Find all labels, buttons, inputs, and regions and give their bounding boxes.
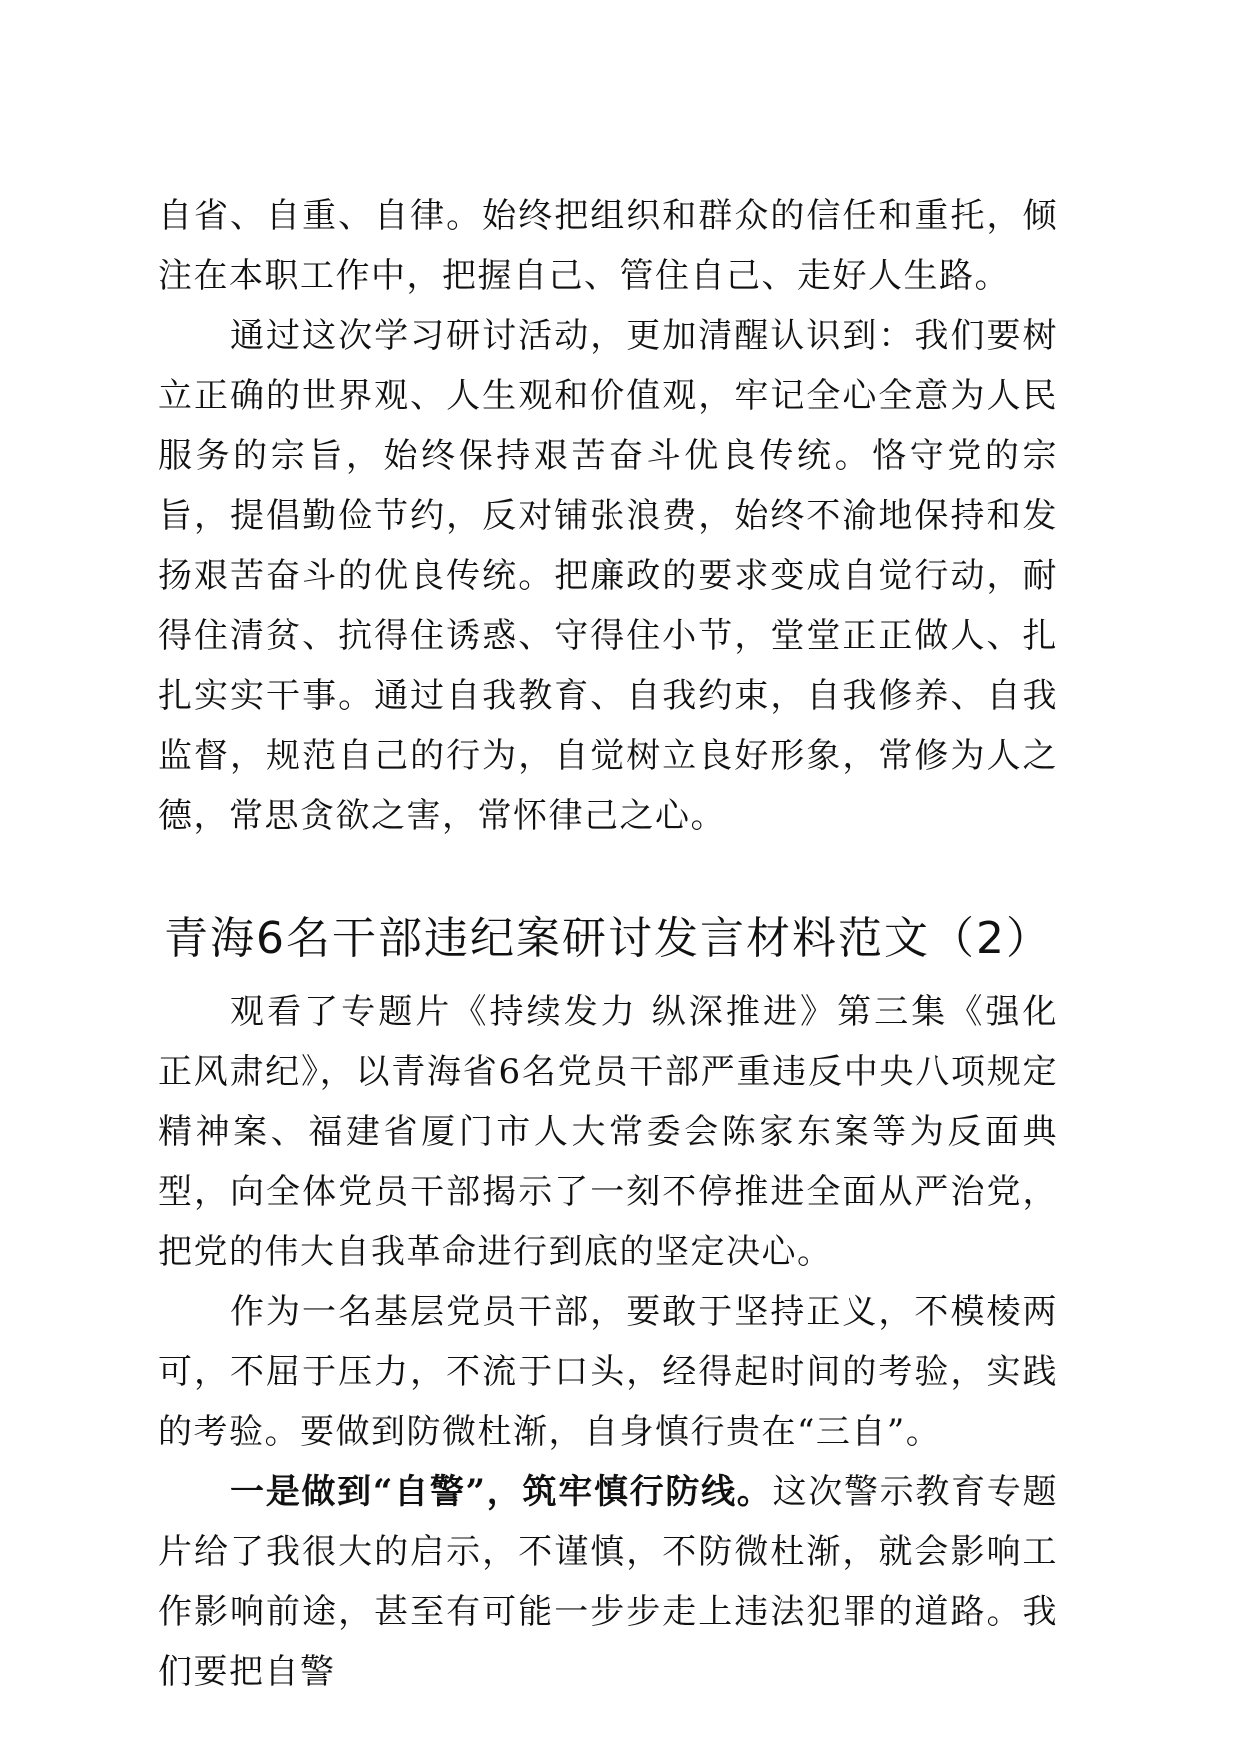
section-heading: 青海6名干部违纪案研讨发言材料范文（2） [164, 913, 1052, 964]
point-heading-self-alert: 一是做到“自警”，筑牢慎行防线。 [230, 1472, 773, 1512]
point-body-self-alert: 这次警示教育专题片给了我很大的启示，不谨慎，不防微杜渐，就会影响工作影响前途，甚至有可能一步步走上违法犯罪的道路。我们要把自警 [158, 1472, 1058, 1692]
paragraph-self-alert [158, 1462, 1058, 1702]
paragraph-documentary: 观看了专题片《持续发力 纵深推进》第三集《强化正风肃纪》，以青海省6名党员干部严重违反中央八项规定精神案、福建省厦门市人大常委会陈家东案等为反面典型，向全体党员干部揭示了一刻不停推进全面从严治党，把党的伟大自我革命进行到底的坚定决心。 [158, 992, 1058, 1272]
paragraph-continuation: 自省、自重、自律。始终把组织和群众的信任和重托，倾注在本职工作中，把握自己、管住自己、走好人生路。 [158, 196, 1058, 296]
paragraph-study-reflection: 通过这次学习研讨活动，更加清醒认识到：我们要树立正确的世界观、人生观和价值观，牢记全心全意为人民服务的宗旨，始终保持艰苦奋斗优良传统。恪守党的宗旨，提倡勤俭节约，反对铺张浪费，始终不渝地保持和发扬艰苦奋斗的优良传统。把廉政的要求变成自觉行动，耐得住清贫、抗得住诱惑、守得住小节，堂堂正正做人、扎扎实实干事。通过自我教育、自我约束，自我修养、自我监督，规范自己的行为，自觉树立良好形象，常修为人之德，常思贪欲之害，常怀律己之心。 [158, 316, 1058, 836]
document-body [158, 186, 1058, 1702]
paragraph-grassroots-cadre: 作为一名基层党员干部，要敢于坚持正义，不模棱两可，不屈于压力，不流于口头，经得起时间的考验，实践的考验。要做到防微杜渐，自身慎行贵在“三自”。 [158, 1292, 1058, 1452]
